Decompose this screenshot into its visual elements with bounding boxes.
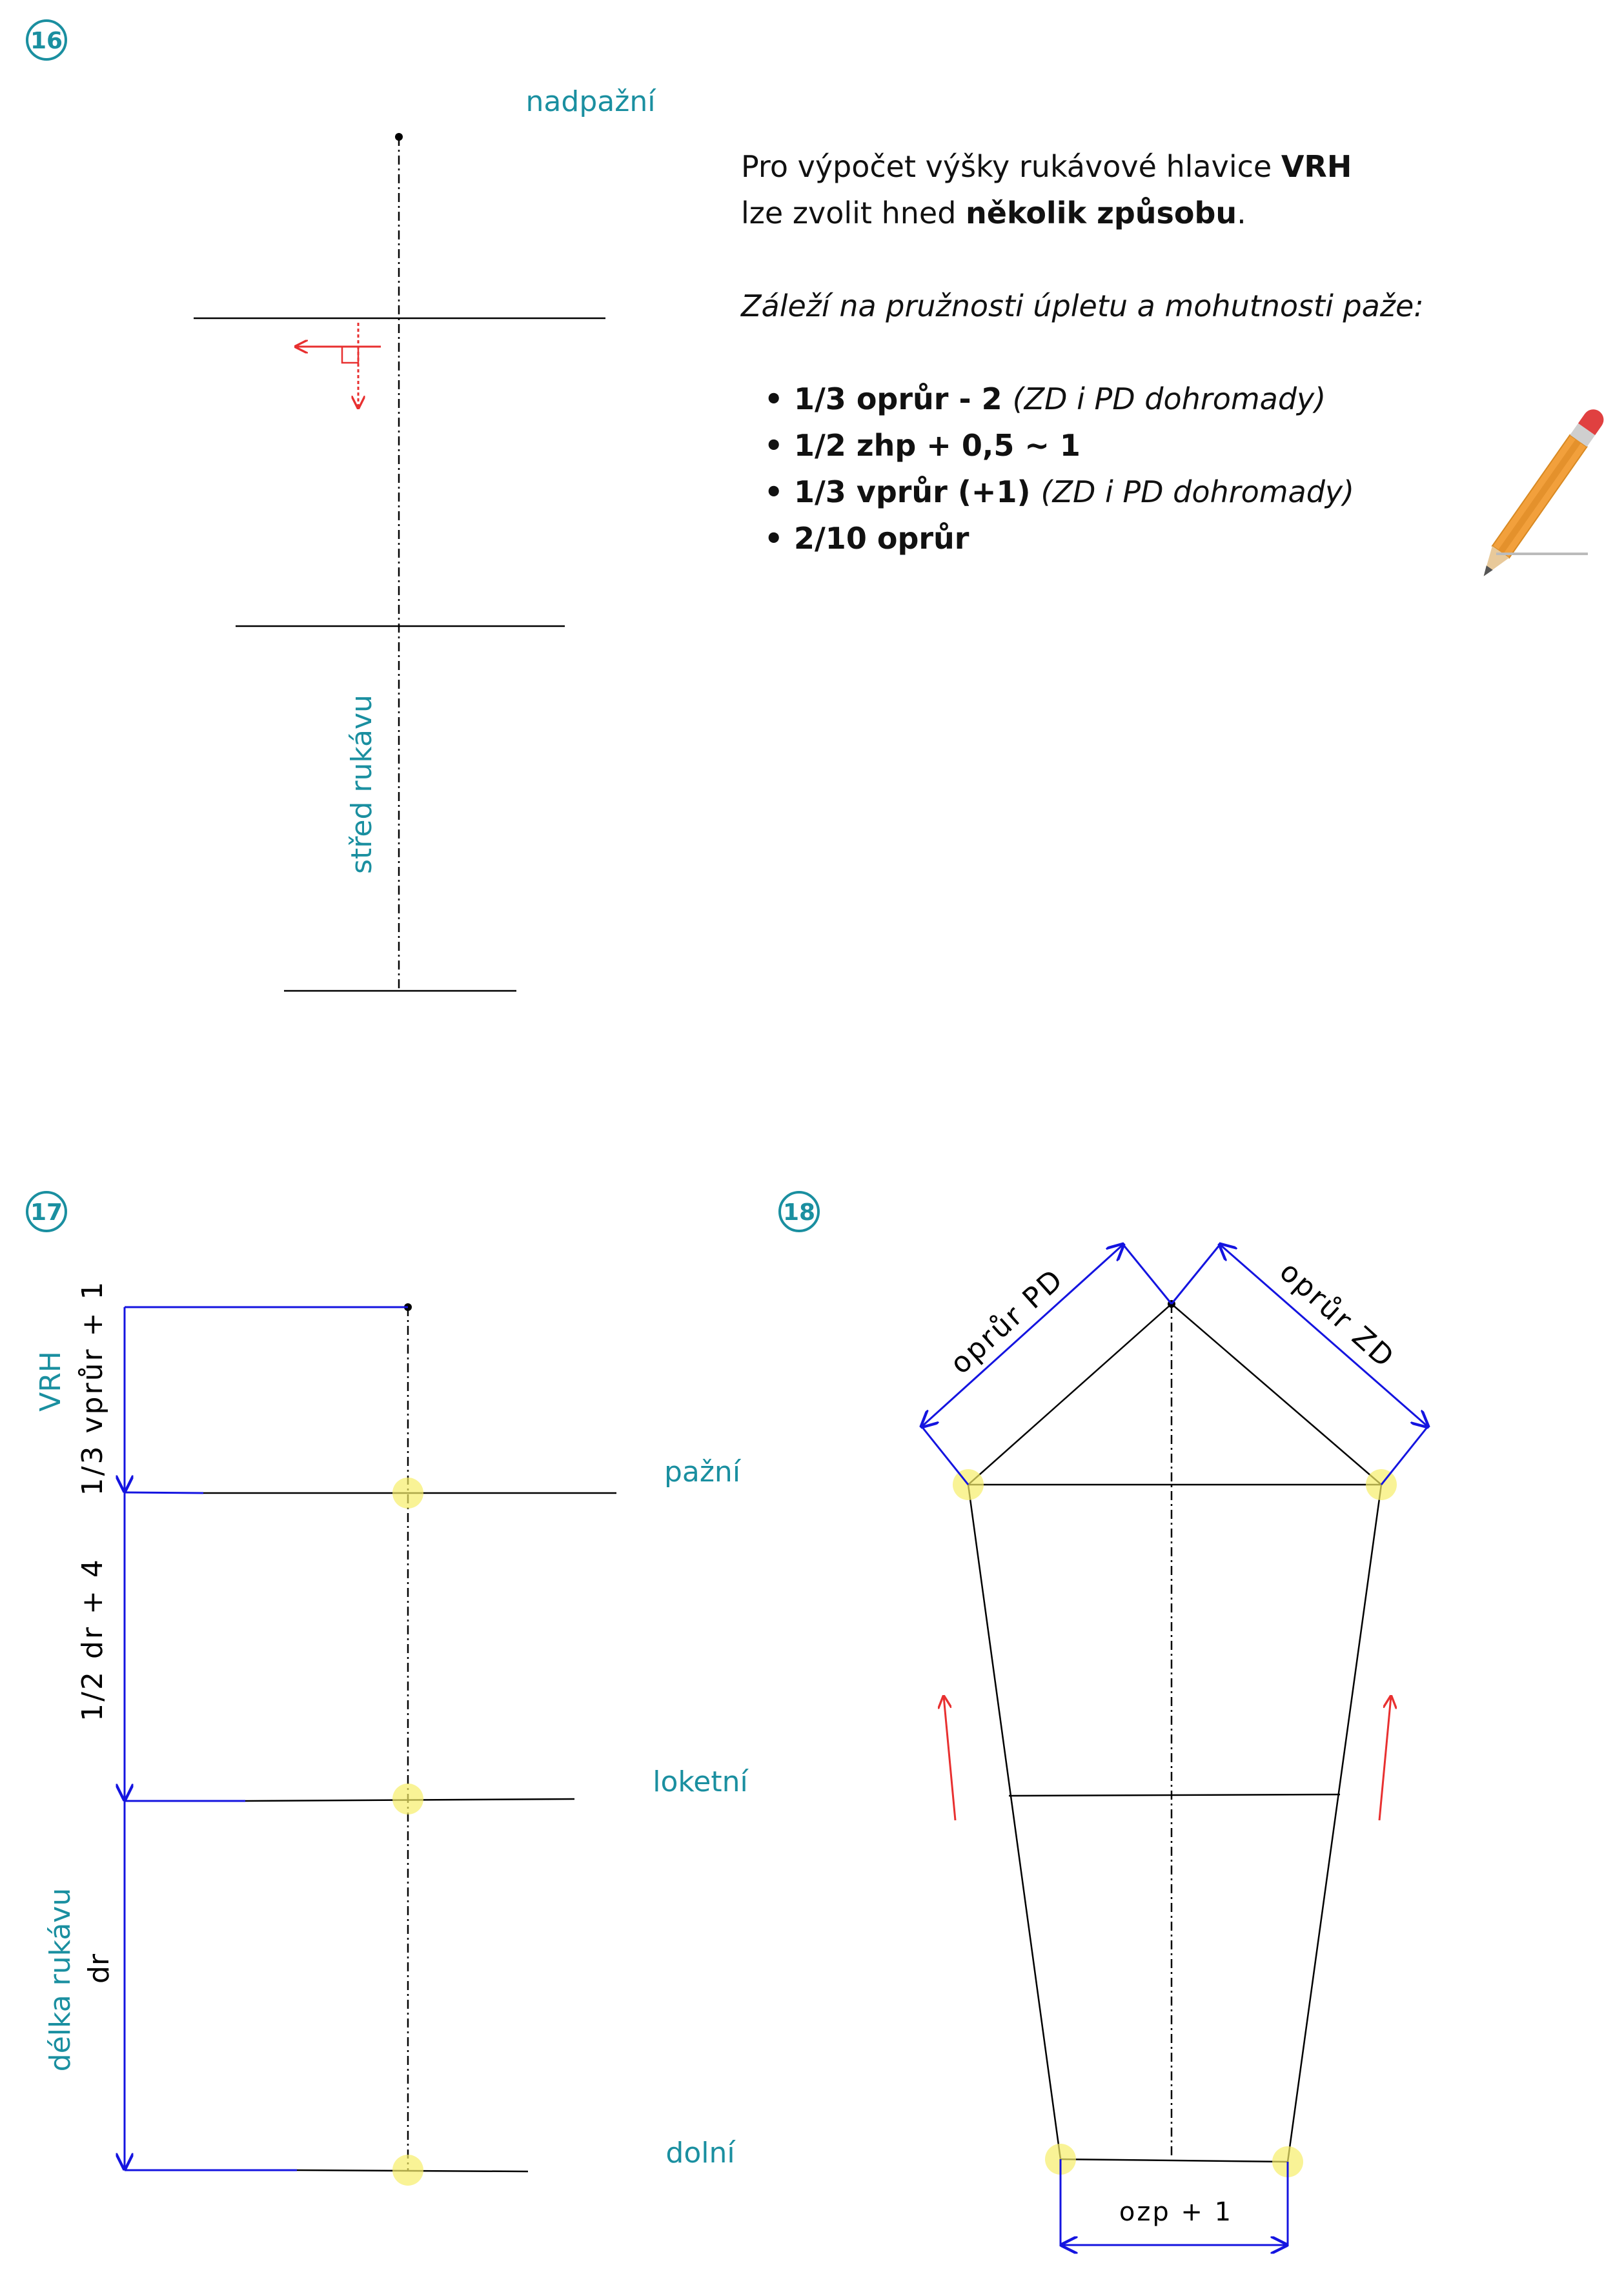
highlight-point bbox=[392, 1784, 423, 1814]
list-item bbox=[794, 422, 1451, 469]
method-list bbox=[741, 376, 1451, 562]
side-right bbox=[1288, 1485, 1381, 2162]
text-line-2-c: . bbox=[1237, 196, 1246, 230]
pencil-icon bbox=[1476, 405, 1608, 582]
figure-17 bbox=[34, 1280, 749, 2186]
text-line-1-a: Pro výpočet výšky rukávové hlavice bbox=[741, 149, 1281, 184]
label-oprur-zd: oprůr ZD bbox=[1273, 1255, 1401, 1376]
text-line-2-b: několik způsobu bbox=[966, 196, 1237, 230]
list-item bbox=[794, 376, 1451, 422]
top-point bbox=[395, 133, 403, 141]
italic-line: Záleží na pružnosti úpletu a mohutnosti paže: bbox=[741, 289, 1424, 323]
highlight-point bbox=[392, 1478, 423, 1509]
label-oprur-pd: oprůr PD bbox=[944, 1262, 1071, 1381]
text-line-1 bbox=[741, 143, 1451, 190]
ext-pd-bottom bbox=[922, 1427, 968, 1485]
direction-arrow-right bbox=[1379, 1696, 1391, 1820]
text-line-1-b: VRH bbox=[1281, 149, 1352, 184]
figure-18 bbox=[922, 1245, 1428, 2246]
list-item-bold: 2/10 oprůr bbox=[794, 521, 969, 556]
step-16-badge bbox=[27, 21, 66, 59]
step-17-number: 17 bbox=[30, 1199, 63, 1226]
label-stred-rukavu: střed rukávu bbox=[345, 695, 378, 874]
figure-16 bbox=[194, 85, 656, 991]
label-delka-rukavu: délka rukávu bbox=[44, 1887, 77, 2072]
list-item-bold: 1/2 zhp + 0,5 ~ 1 bbox=[794, 428, 1081, 463]
list-item bbox=[794, 469, 1451, 515]
list-item-italic: (ZD i PD dohromady) bbox=[1012, 381, 1326, 416]
label-vrh: VRH bbox=[34, 1351, 67, 1412]
step-17-badge bbox=[27, 1192, 66, 1231]
ext-zd-bottom bbox=[1381, 1427, 1428, 1485]
label-ozp: ozp + 1 bbox=[1119, 2197, 1233, 2227]
ext-zd-top bbox=[1172, 1245, 1220, 1304]
line-loketni-18 bbox=[1009, 1794, 1340, 1796]
side-left bbox=[968, 1485, 1061, 2159]
highlight-point bbox=[392, 2155, 423, 2186]
arrow-oprur-pd bbox=[922, 1245, 1123, 1427]
label-dolni: dolní bbox=[665, 2137, 735, 2170]
label-pazni: pažní bbox=[664, 1456, 741, 1489]
step-18-number: 18 bbox=[782, 1199, 816, 1226]
text-line-2-a: lze zvolit hned bbox=[741, 196, 966, 230]
list-item bbox=[794, 515, 1451, 562]
label-dr4: 1/2 dr + 4 bbox=[76, 1558, 109, 1722]
label-dr: dr bbox=[83, 1953, 116, 1984]
step-16-number: 16 bbox=[30, 28, 63, 54]
step-18-badge bbox=[780, 1192, 818, 1231]
ext-pd-top bbox=[1123, 1245, 1172, 1304]
text-line-2 bbox=[741, 190, 1451, 236]
instructions-text bbox=[741, 143, 1451, 562]
line-dolni-18 bbox=[1061, 2159, 1288, 2162]
list-item-bold: 1/3 oprůr - 2 bbox=[794, 381, 1013, 416]
list-item-italic: (ZD i PD dohromady) bbox=[1040, 474, 1355, 509]
label-vprur: 1/3 vprůr + 1 bbox=[76, 1279, 109, 1496]
tick-pazni bbox=[125, 1492, 203, 1493]
list-item-bold: 1/3 vprůr (+1) bbox=[794, 474, 1041, 509]
direction-arrow-left bbox=[944, 1696, 955, 1820]
label-nadpazni: nadpažní bbox=[525, 85, 656, 118]
label-loketni: loketní bbox=[653, 1765, 748, 1798]
arrow-oprur-zd bbox=[1220, 1245, 1428, 1427]
right-angle-marker bbox=[296, 323, 381, 408]
